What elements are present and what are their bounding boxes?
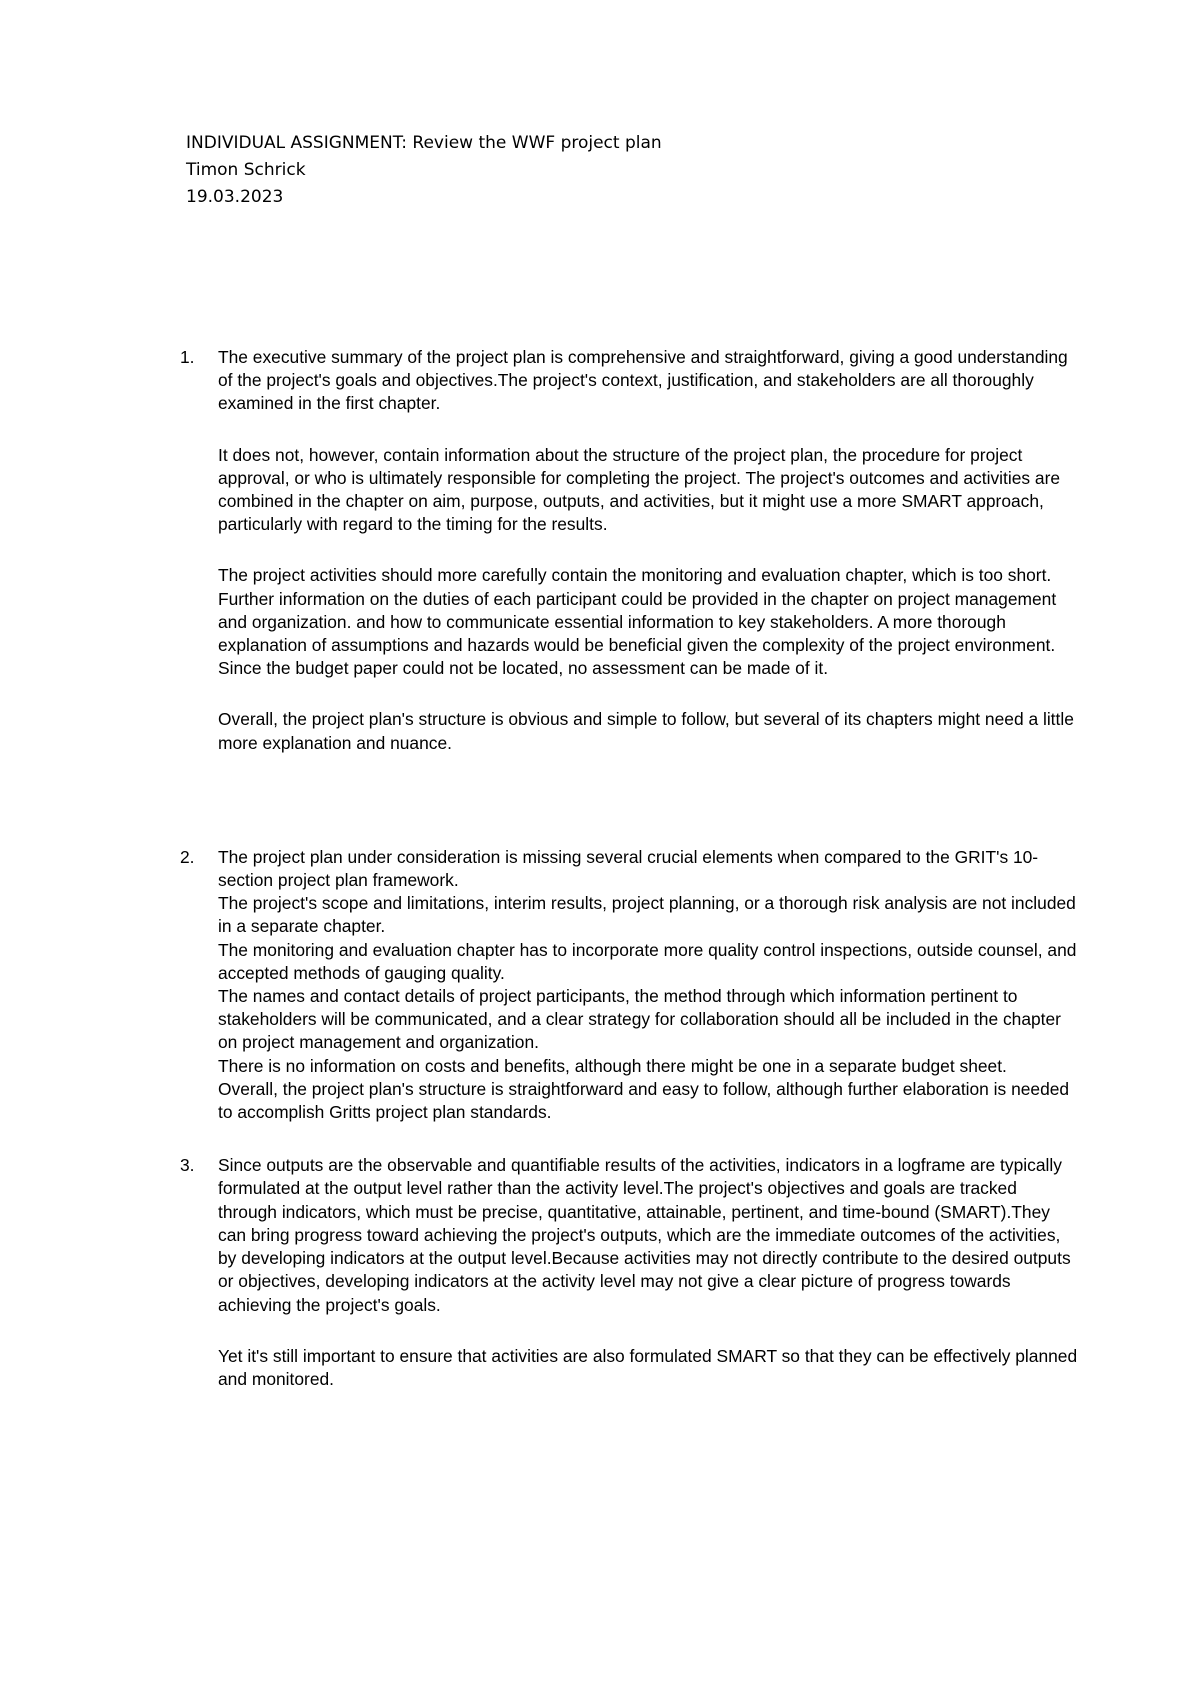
paragraph: Overall, the project plan's structure is obvious and simple to follow, but several of its chapters might need a little more explanation and nuance. [218,709,1074,753]
paragraph: The monitoring and evaluation chapter has to incorporate more quality control inspections, outside counsel, and accepted methods of gauging quality. [218,939,1077,983]
document-header [186,130,662,211]
list-item-1 [180,346,1080,755]
paragraph: There is no information on costs and benefits, although there might be one in a separate budget sheet. [218,1055,1007,1076]
numbered-list [180,346,1080,1391]
paragraph: The project's scope and limitations, interim results, project planning, or a thorough risk analysis are not included in a separate chapter. [218,893,1076,937]
paragraph: Yet it's still important to ensure that activities are also formulated SMART so that they can be effectively planned and monitored. [218,1345,1078,1389]
paragraph: It does not, however, contain information about the structure of the project plan, the procedure for project approval, or who is ultimately responsible for completing the project. The project's outcomes and activities are combined in the chapter on aim, purpose, outputs, and activities, but it might use a more SMART approach, particularly with regard to the timing for the results. [218,444,1061,535]
list-item-number: 3. [180,1155,195,1176]
paragraph: The project plan under consideration is missing several crucial elements when compared to the GRIT's 10-section project plan framework. [218,846,1039,891]
list-item-3 [180,1154,1080,1391]
paragraph: Since outputs are the observable and quantifiable results of the activities, indicators in a logframe are typically formulated at the output level rather than the activity level.The project's objectives and goals are tracked through indicators, which must be precise, quantitative, attainable, pertinent, and time-bound (SMART).They can bring progress toward achieving the project's outputs, which are the immediate outcomes of the activities, by developing indicators at the output level.Because activities may not directly contribute to the desired outputs or objectives, developing indicators at the activity level may not give a clear picture of progress towards achieving the project's goals. [218,1155,1071,1315]
document-author: Timon Schrick [186,160,306,180]
list-item-number: 2. [180,846,195,867]
paragraph: The names and contact details of project participants, the method through which information pertinent to stakeholders will be communicated, and a clear strategy for collaboration should all be included in the chapter on project management and organization. [218,986,1061,1053]
paragraph: The executive summary of the project plan is comprehensive and straightforward, giving a good understanding of the project's goals and objectives.The project's context, justification, and stakeholders are all thoroughly examined in the first chapter. [218,347,1068,414]
document-title: INDIVIDUAL ASSIGNMENT: Review the WWF project plan [186,133,662,153]
document-date: 19.03.2023 [186,187,284,207]
paragraph: Overall, the project plan's structure is straightforward and easy to follow, although further elaboration is needed to accomplish Gritts project plan standards. [218,1078,1070,1123]
paragraph: The project activities should more carefully contain the monitoring and evaluation chapter, which is too short. Further information on the duties of each participant could be provided in the chapter on project management and organization. and how to communicate essential information to key stakeholders. A more thorough explanation of assumptions and hazards would be beneficial given the complexity of the project environment. Since the budget paper could not be located, no assessment can be made of it. [218,565,1057,679]
list-item-number: 1. [180,347,195,367]
list-item-2 [180,846,1080,1124]
